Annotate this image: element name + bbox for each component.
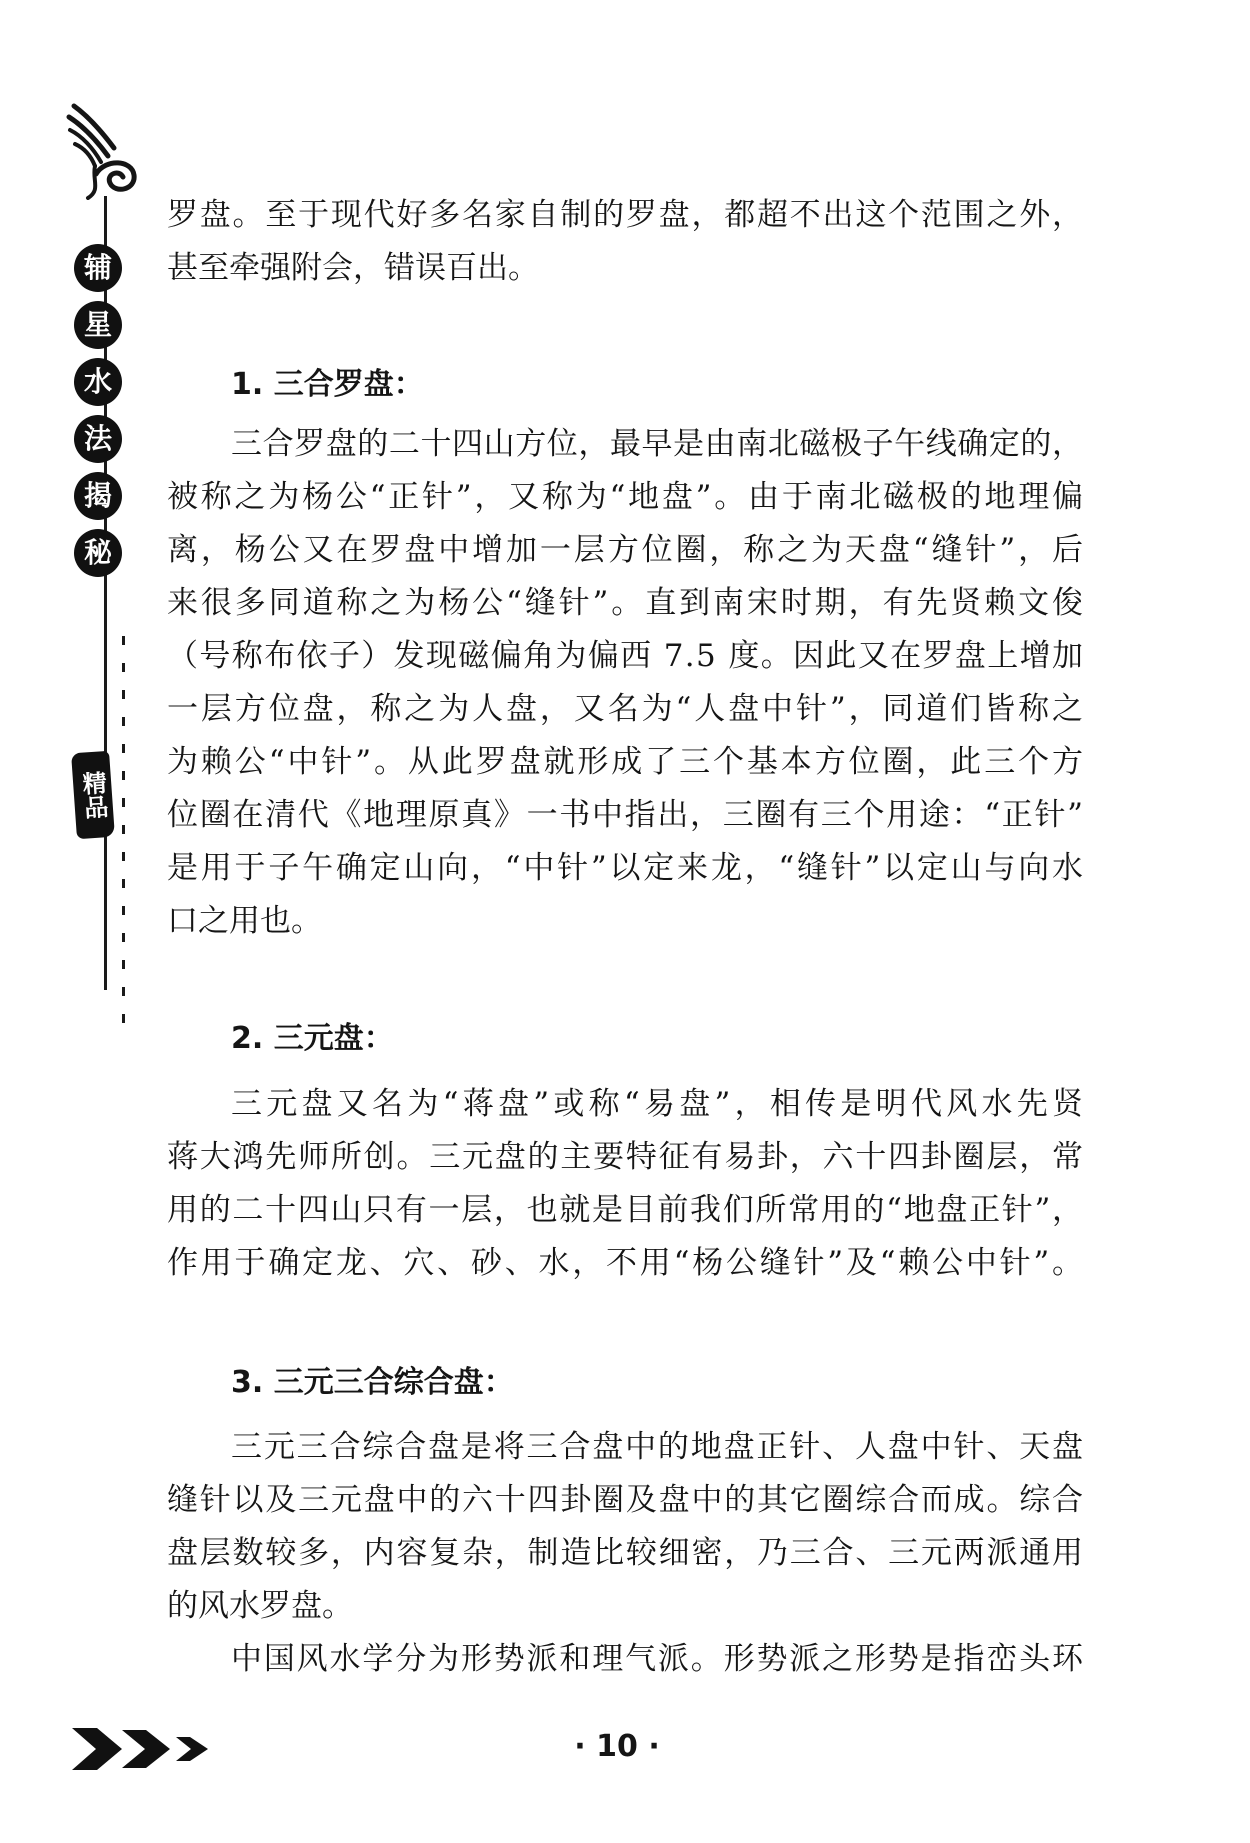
text-line: 三元盘又名为“蒋盘”或称“易盘”，相传是明代风水先贤 — [231, 1086, 1088, 1122]
text-line: 的风水罗盘。 — [167, 1588, 353, 1624]
triple-arrow-icon — [72, 1726, 212, 1772]
text-line: 三合罗盘的二十四山方位，最早是由南北磁极子午线确定的， — [231, 426, 1084, 462]
page-number: · 10 · — [574, 1729, 660, 1764]
title-char: 秘 — [74, 529, 122, 577]
paragraph — [167, 1633, 1083, 1686]
paragraph — [167, 418, 1086, 948]
text-line: 蒋大鸿先师所创。三元盘的主要特征有易卦，六十四卦圈层，常 — [167, 1139, 1085, 1175]
text-line: 来很多同道称之为杨公“缝针”。直到南宋时期，有先贤赖文俊 — [167, 585, 1086, 621]
section-heading-text: 1. 三合罗盘： — [231, 367, 424, 402]
text-line: 为赖公“中针”。从此罗盘就形成了三个基本方位圈，此三个方 — [167, 744, 1086, 780]
section-heading-2 — [167, 1012, 1083, 1065]
paragraph — [167, 189, 1083, 295]
section-heading-3 — [167, 1356, 1083, 1409]
text-line: 位圈在清代《地理原真》一书中指出，三圈有三个用途：“正针” — [167, 797, 1085, 833]
section-heading-1 — [167, 358, 1083, 411]
text-line: 中国风水学分为形势派和理气派。形势派之形势是指峦头环 — [231, 1641, 1085, 1677]
text-line: 盘层数较多，内容复杂，制造比较细密，乃三合、三元两派通用 — [167, 1535, 1085, 1571]
paragraph — [167, 1421, 1083, 1633]
vertical-book-title — [74, 244, 122, 586]
title-char: 星 — [74, 301, 122, 349]
title-char: 辅 — [74, 244, 122, 292]
title-char: 水 — [74, 358, 122, 406]
phoenix-ornament-icon — [66, 102, 146, 200]
paragraph — [167, 1078, 1088, 1290]
text-line: 被称之为杨公“正针”，又称为“地盘”。由于南北磁极的地理偏 — [167, 479, 1086, 515]
section-heading-text: 2. 三元盘： — [231, 1021, 394, 1056]
text-line: 三元三合综合盘是将三合盘中的地盘正针、人盘中针、天盘 — [231, 1429, 1085, 1465]
title-char: 揭 — [74, 472, 122, 520]
text-line: 缝针以及三元盘中的六十四卦圈及盘中的其它圈综合而成。综合 — [167, 1482, 1085, 1518]
section-heading-text: 3. 三元三合综合盘： — [231, 1365, 514, 1400]
text-line: 是用于子午确定山向，“中针”以定来龙，“缝针”以定山与向水 — [167, 850, 1086, 886]
text-line: 甚至牵强附会，错误百出。 — [167, 250, 539, 286]
text-line: 一层方位盘，称之为人盘，又名为“人盘中针”，同道们皆称之 — [167, 691, 1086, 727]
text-line: 用的二十四山只有一层，也就是目前我们所常用的“地盘正针”， — [167, 1192, 1085, 1228]
margin-dashed-rule — [122, 636, 125, 1028]
text-line: 离，杨公又在罗盘中增加一层方位圈，称之为天盘“缝针”，后 — [167, 532, 1086, 568]
text-line: 作用于确定龙、穴、砂、水，不用“杨公缝针”及“赖公中针”。 — [167, 1245, 1086, 1281]
title-char: 法 — [74, 415, 122, 463]
text-line: 口之用也。 — [167, 903, 322, 939]
text-line: （号称布依子）发现磁偏角为偏西 7.5 度。因此又在罗盘上增加 — [167, 638, 1085, 674]
text-line: 罗盘。至于现代好多名家自制的罗盘，都超不出这个范围之外， — [167, 197, 1085, 233]
edition-badge: 精品 — [71, 751, 115, 839]
